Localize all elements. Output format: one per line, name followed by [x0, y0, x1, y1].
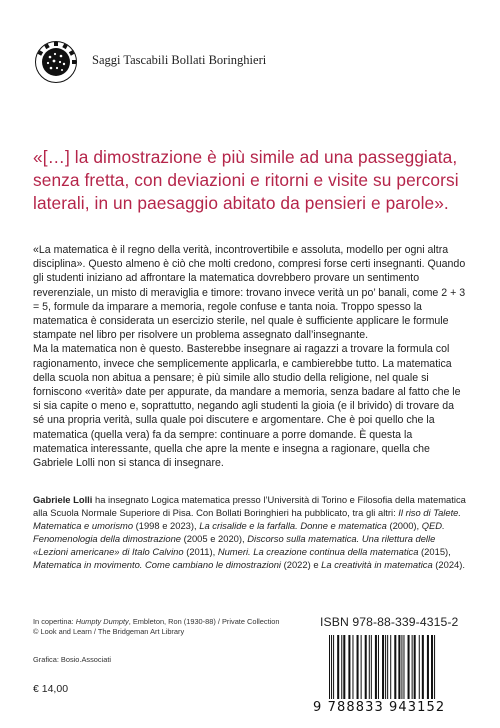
isbn: ISBN 978-88-339-4315-2 — [320, 615, 459, 629]
barcode-bar — [371, 635, 372, 699]
barcode-bar — [331, 635, 332, 699]
credits-prefix: In copertina: — [33, 617, 76, 626]
barcode-bar — [431, 635, 432, 699]
barcode-bar — [375, 635, 377, 699]
bio-text: (2024). — [432, 559, 465, 570]
barcode-bar — [414, 635, 416, 699]
barcode-bar — [403, 635, 404, 699]
book-title: La crisalide e la farfalla. Donne e matematica — [199, 520, 387, 531]
publisher-logo-icon — [34, 40, 78, 84]
pull-quote: «[…] la dimostrazione è più simile ad una passeggiata, senza fretta, con deviazioni e ritorni e visite su percorsi laterali, in un paesaggio abitato da pensieri e parole». — [33, 147, 459, 213]
barcode-bar — [401, 635, 402, 699]
barcode-bar — [337, 635, 339, 699]
barcode-bar — [343, 635, 345, 699]
cover-credits — [33, 617, 333, 637]
author-bio — [33, 493, 471, 571]
bio-text: (1998 e 2023), — [133, 520, 200, 531]
credits-copyright: © Look and Learn / The Bridgeman Art Library — [33, 627, 185, 636]
barcode-bar — [387, 635, 388, 699]
barcode-bar — [394, 635, 396, 699]
barcode-bar — [434, 635, 435, 699]
book-title: Il riso di Talete. Matematica e umorismo — [33, 507, 461, 531]
barcode-bar — [369, 635, 370, 699]
barcode-digits: 9 788833 943152 — [313, 700, 446, 715]
barcode-bar — [412, 635, 413, 699]
blurb-paragraph: «La matematica è il regno della verità, incontrovertibile e assoluta, modello per ogni altra disciplina». Questo almeno è ciò che molti credono, compresi forse certi insegnanti. Quando gli studenti iniziano ad affrontare la matematica dovrebbero provare un sentimento reverenziale, un misto di meraviglia e timore: trovano invece verità un po’ banali, come 2 + 3 = 5, formule da imparare a memoria, regole confuse e tanta noia. Troppo spesso la matematica è considerata un esercizio sterile, nel quale è sufficiente applicare le formule stampate nel libro per risolvere un problema assegnato dall’insegnante. — [33, 244, 466, 342]
barcode-bar — [432, 635, 433, 699]
barcode-bar — [408, 635, 410, 699]
barcode-bar — [398, 635, 400, 699]
barcode-bar — [427, 635, 429, 699]
blurb — [33, 243, 468, 470]
barcode-bar — [365, 635, 367, 699]
book-title: QED. Fenomenologia della dimostrazione — [33, 520, 445, 544]
barcode-bar — [419, 635, 420, 699]
bio-text: (2011), — [183, 546, 218, 557]
bio-text: (2022) e — [281, 559, 322, 570]
barcode-bar — [348, 635, 350, 699]
blurb-paragraph: Ma la matematica non è questo. Basterebbe insegnare ai ragazzi a trovare la formula col ragionamento, invece che semplicemente applicarla, e cambierebbe tutto. La matematica della scuola non abitua a pensare; è più simile allo studio della religione, nel quale si forniscono «verità» date per appurate, da mandare a memoria, senza badare al fatto che le si sia capite o meno e, soprattutto, negando agli studenti la gioia (e il brivido) di trovare da sé una propria verità, sulla quale poi discutere e argomentare. Che è poi quello che la matematica (quella vera) fa da sempre: continuare a porre domande. È questa la matematica interessante, quella che apre la mente e insegna a ragionare, quella che Gabriele Lolli non si stanca di insegnare. — [33, 343, 461, 470]
barcode-bar — [352, 635, 353, 699]
artwork-title: Humpty Dumpty — [75, 617, 129, 626]
series-name: Saggi Tascabili Bollati Boringhieri — [92, 53, 267, 67]
bio-text: (2000), — [386, 520, 422, 531]
book-title: Discorso sulla matematica. Una rilettura delle «Lezioni americane» di Italo Calvino — [33, 533, 436, 557]
price: € 14,00 — [33, 683, 69, 695]
barcode-bar — [385, 635, 386, 699]
barcode-bar — [341, 635, 342, 699]
barcode-bar — [333, 635, 334, 699]
book-title: Matematica in movimento. Come cambiano le dimostrazioni — [33, 559, 282, 570]
book-title: Numeri. La creazione continua della matematica — [217, 546, 419, 557]
barcode-bar — [361, 635, 362, 699]
author-name: Gabriele Lolli — [33, 494, 93, 505]
bio-text: ha insegnato Logica matematica presso l’Università di Torino e Filosofia della matematica alla Scuola Normale Superiore di Pisa. Con Bollati Boringhieri ha pubblicato, tra gli altri: — [33, 494, 466, 518]
barcode-bar — [357, 635, 359, 699]
bio-text: (2015), — [418, 546, 451, 557]
barcode-bar — [378, 635, 379, 699]
barcode-bar — [382, 635, 384, 699]
book-title: La creatività in matematica — [321, 559, 433, 570]
barcode-bar — [390, 635, 391, 699]
barcode-bar — [329, 635, 330, 699]
design-credit: Grafica: Bosio.Associati — [33, 655, 112, 664]
credits-rest: , Embleton, Ron (1930-88) / Private Collection — [128, 617, 280, 626]
bio-text: (2005 e 2020), — [181, 533, 248, 544]
barcode-bar — [422, 635, 424, 699]
